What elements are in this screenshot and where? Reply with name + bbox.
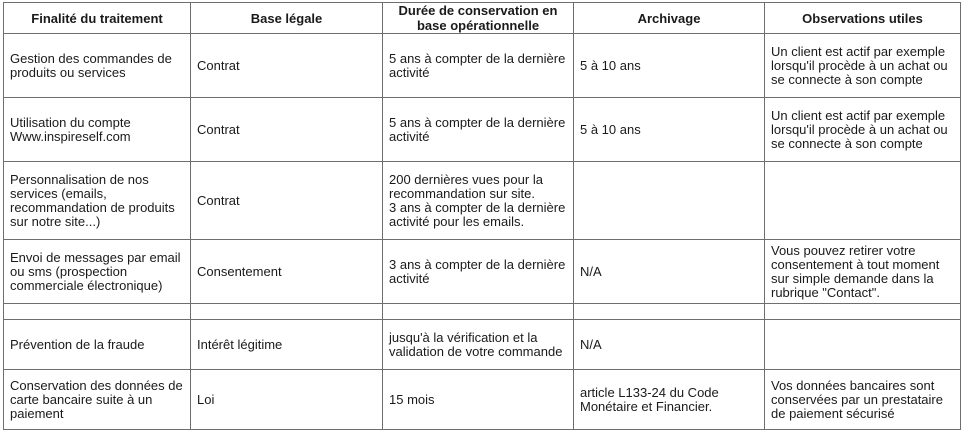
cell-legal-basis: Intérêt légitime <box>191 320 383 370</box>
cell-archiving: 5 à 10 ans <box>574 98 765 162</box>
cell-legal-basis: Contrat <box>191 162 383 240</box>
cell-retention <box>383 304 574 320</box>
table-row <box>4 240 961 304</box>
cell-observations <box>765 162 961 240</box>
cell-retention: 3 ans à compter de la dernière activité <box>383 240 574 304</box>
cell-archiving: N/A <box>574 320 765 370</box>
cell-observations <box>765 304 961 320</box>
cell-purpose: Prévention de la fraude <box>4 320 191 370</box>
header-archiving: Archivage <box>574 3 765 34</box>
cell-legal-basis: Loi <box>191 370 383 430</box>
table-row-empty <box>4 304 961 320</box>
table-row <box>4 370 961 430</box>
header-retention: Durée de conservation en base opérationnelle <box>383 3 574 34</box>
cell-retention: 5 ans à compter de la dernière activité <box>383 34 574 98</box>
header-legal-basis: Base légale <box>191 3 383 34</box>
cell-legal-basis: Contrat <box>191 34 383 98</box>
cell-legal-basis: Contrat <box>191 98 383 162</box>
cell-observations <box>765 320 961 370</box>
table-header-row <box>4 3 961 34</box>
cell-purpose: Gestion des commandes de produits ou services <box>4 34 191 98</box>
cell-archiving: N/A <box>574 240 765 304</box>
cell-purpose <box>4 304 191 320</box>
cell-retention: jusqu'à la vérification et la validation de votre commande <box>383 320 574 370</box>
cell-purpose: Envoi de messages par email ou sms (prospection commerciale électronique) <box>4 240 191 304</box>
cell-purpose: Conservation des données de carte bancaire suite à un paiement <box>4 370 191 430</box>
header-purpose: Finalité du traitement <box>4 3 191 34</box>
cell-observations: Vos données bancaires sont conservées par un prestataire de paiement sécurisé <box>765 370 961 430</box>
cell-legal-basis: Consentement <box>191 240 383 304</box>
cell-archiving <box>574 162 765 240</box>
cell-legal-basis <box>191 304 383 320</box>
cell-retention: 200 dernières vues pour la recommandation sur site. 3 ans à compter de la dernière activité pour les emails. <box>383 162 574 240</box>
cell-archiving <box>574 304 765 320</box>
table-row <box>4 162 961 240</box>
cell-retention: 5 ans à compter de la dernière activité <box>383 98 574 162</box>
cell-purpose: Personnalisation de nos services (emails, recommandation de produits sur notre site...) <box>4 162 191 240</box>
table-row <box>4 320 961 370</box>
cell-purpose: Utilisation du compte Www.inspireself.com <box>4 98 191 162</box>
cell-observations: Un client est actif par exemple lorsqu'il procède à un achat ou se connecte à son compte <box>765 98 961 162</box>
cell-archiving: article L133-24 du Code Monétaire et Financier. <box>574 370 765 430</box>
header-observations: Observations utiles <box>765 3 961 34</box>
cell-retention: 15 mois <box>383 370 574 430</box>
cell-observations: Un client est actif par exemple lorsqu'il procède à un achat ou se connecte à son compte <box>765 34 961 98</box>
cell-observations: Vous pouvez retirer votre consentement à tout moment sur simple demande dans la rubrique "Contact". <box>765 240 961 304</box>
table-row <box>4 98 961 162</box>
table-row <box>4 34 961 98</box>
retention-table <box>3 2 961 430</box>
cell-archiving: 5 à 10 ans <box>574 34 765 98</box>
